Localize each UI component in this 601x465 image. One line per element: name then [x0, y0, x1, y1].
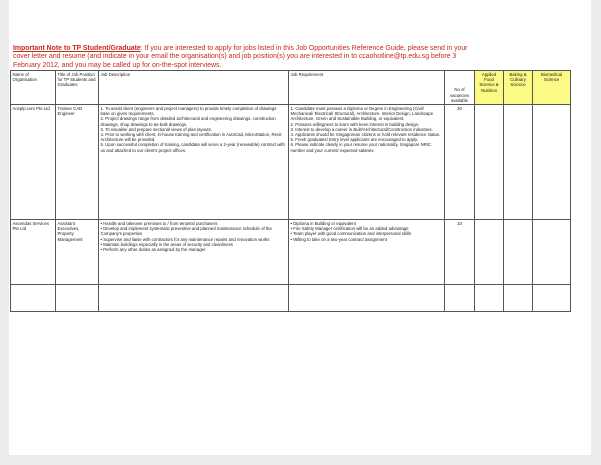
requirement-line: 2. Possess willingness to learn with keen interest in building design.: [290, 121, 420, 127]
description-line: • Perform any other duties as assigned by the manager: [100, 247, 206, 253]
important-note: [13, 45, 483, 70]
empty-cell: [56, 285, 99, 312]
requirement-line: 6. Please indicate clearly in your resume your nationality, Singapore NRIC number and your current/ expected salaries.: [290, 142, 432, 153]
page-frame-bottom: [0, 455, 601, 465]
row-organisation: Aceplp.com Pte Ltd: [11, 105, 56, 220]
header-food-science: Applied Food Science & Nutrition: [475, 71, 504, 105]
empty-cell: [99, 285, 289, 312]
requirement-line: • Diploma in Building or equivalent: [290, 221, 356, 226]
description-line: • Handle and takeover premises to / from tenants/ purchasers: [100, 221, 218, 226]
row-baking-cell: [504, 105, 533, 220]
requirement-line: • Willing to take on a two-year contract assignment: [290, 236, 387, 242]
requirement-line: 5. Fresh graduates/ Entry level applicants are encouraged to apply.: [290, 137, 418, 143]
note-body: : If you are interested to apply for jobs listed in this Job Opportunities Reference Guide, please send in your cover letter and resume (and indicate in your email the organisation(s) and job position(s) you are interested in to ccaohotline@tp.edu.sg before 3 February 2012, and you may be called up for on-the-spot interviews.: [13, 45, 468, 69]
empty-cell: [533, 285, 571, 312]
empty-cell: [504, 285, 533, 312]
row-food-cell: [475, 105, 504, 220]
description-line: • Maintain buildings especially in the areas of security and cleanliness: [100, 241, 233, 247]
page-frame-right: [591, 0, 601, 465]
table-row: [11, 105, 571, 220]
header-vacancies: No of vacancies available: [445, 71, 475, 105]
row-title: Trainee CAD Engineer: [56, 105, 99, 220]
row-vacancies: 10: [445, 220, 475, 285]
note-heading: Important Note to TP Student/Graduate: [13, 45, 141, 52]
empty-cell: [11, 285, 56, 312]
description-line: 1. To assist client (engineers and project managers) to provide timely completion of drawings base on given requirements.: [100, 106, 277, 117]
row-title: Assistant Executives, Property Management: [56, 220, 99, 285]
requirement-line: • Team player with good communication and interpersonal skills: [290, 231, 412, 237]
page-frame-left: [0, 0, 9, 465]
requirement-line: 4. Applicants should be Singaporean citizens or hold relevant residence status.: [290, 132, 441, 138]
row-description: [99, 220, 289, 285]
row-biomedical-cell: [533, 220, 571, 285]
requirement-line: • Fire Safety Manager certification will be an added advantage: [290, 226, 409, 232]
job-opportunities-table: [10, 70, 571, 312]
row-vacancies: 20: [445, 105, 475, 220]
row-description: [99, 105, 289, 220]
header-requirement: Job Requirement: [289, 71, 445, 105]
description-line: • Supervise and liaise with contractors for any maintenance repairs and renovation works: [100, 236, 270, 242]
header-biomedical: Biomedical Science: [533, 71, 571, 105]
header-baking: Baking & Culinary Science: [504, 71, 533, 105]
requirement-line: 1. Candidate must possess a Diploma or Degree in Engineering (Civil/ Mechanical/ Electrical/ Structural), Architecture, Interior Design, Landscape Architecture, Green and Sustainable Building, or equivalent.: [290, 106, 434, 122]
header-description: Job Description: [99, 71, 289, 105]
row-requirement: [289, 105, 445, 220]
header-organisation: Name of Organisation: [11, 71, 56, 105]
header-row: [11, 71, 571, 105]
description-line: 5. Upon successful completion of training, candidate will serve a 2-year (renewable) contract with us and attached to our client's project offices.: [100, 142, 285, 153]
row-baking-cell: [504, 220, 533, 285]
row-food-cell: [475, 220, 504, 285]
empty-cell: [445, 285, 475, 312]
header-title: Title of Job Position for TP Students and Graduates: [56, 71, 99, 105]
row-organisation: Ascendas Services Pte Ltd: [11, 220, 56, 285]
table-row: [11, 220, 571, 285]
description-line: 4. Prior to working with client, in-house training and certification in AutoCad, MicroStation, Revit Architecture will be provided.: [100, 132, 282, 143]
row-requirement: [289, 220, 445, 285]
description-line: • Develop and implement systematic preventive and planned maintenance schedule of the Company's properties: [100, 226, 272, 237]
description-line: 2. Project drawings range from detailed architectural and engineering drawings, construction drawings, shop drawings to as-built drawings.: [100, 116, 276, 127]
row-biomedical-cell: [533, 105, 571, 220]
requirement-line: 3. Interest to develop a career in Built/Architectural/Construction industries.: [290, 126, 433, 132]
empty-cell: [289, 285, 445, 312]
empty-cell: [475, 285, 504, 312]
empty-row: [11, 285, 571, 312]
description-line: 3. To visualise and prepare sectional views of plan layouts.: [100, 126, 212, 132]
